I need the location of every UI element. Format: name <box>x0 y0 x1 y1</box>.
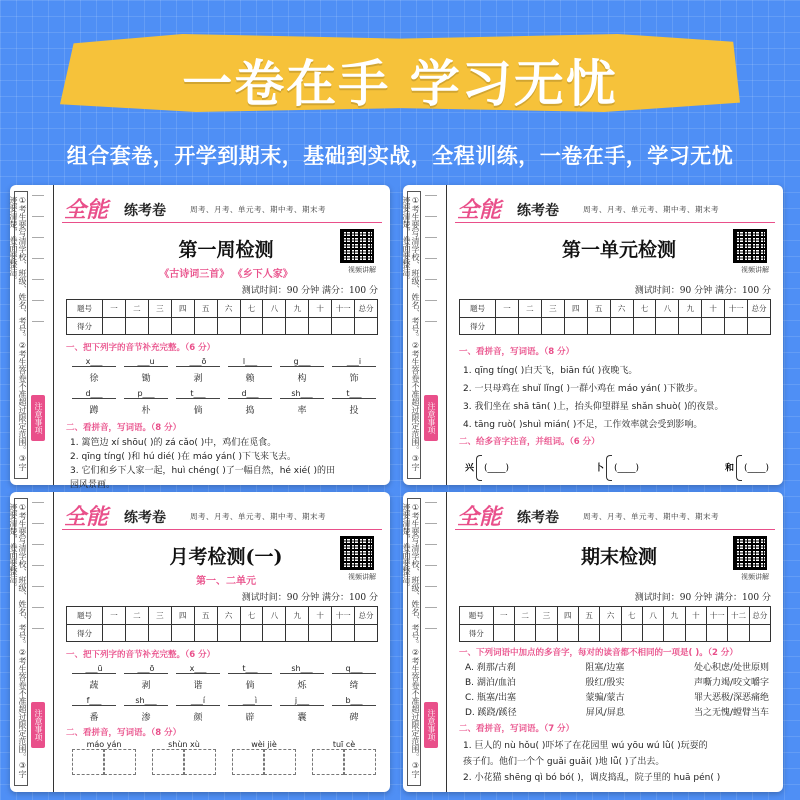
polyphone-row <box>465 455 769 481</box>
score-input[interactable] <box>308 625 331 642</box>
char: 辟 <box>245 713 255 723</box>
pinyin-blank[interactable]: sh___ <box>124 696 168 706</box>
score-input[interactable] <box>102 318 125 335</box>
qr-label: 视频讲解 <box>348 573 376 581</box>
score-col: 四 <box>557 607 578 624</box>
char-row <box>72 678 376 691</box>
char-row <box>72 710 376 723</box>
char-row <box>72 371 376 384</box>
char: 碑 <box>349 713 359 723</box>
score-input[interactable] <box>685 625 706 642</box>
option-text: 蒙骗/蒙古 <box>585 693 625 703</box>
score-table <box>459 606 771 642</box>
card-header <box>455 500 775 530</box>
score-input[interactable] <box>217 625 240 642</box>
score-col: 十 <box>701 300 724 317</box>
score-input[interactable] <box>171 318 194 335</box>
score-input[interactable] <box>633 318 656 335</box>
notice-strip: ①考生要写清学校、班级、姓名、考号。②考生答卷不准超过限定范围。③字迹要清楚，卷面要整洁。 <box>14 191 28 479</box>
card-header <box>62 193 382 223</box>
score-col: 八 <box>262 607 285 624</box>
pinyin-blank[interactable]: p___ <box>124 389 168 399</box>
score-input[interactable] <box>125 625 148 642</box>
char: 赖 <box>245 374 255 384</box>
char: 倘 <box>245 681 255 691</box>
section-heading: 二、看拼音，写词语。（7 分） <box>459 724 575 734</box>
pinyin-row <box>72 664 376 674</box>
tian-box[interactable] <box>152 749 184 775</box>
score-table <box>459 299 771 335</box>
writing-grid <box>152 740 216 775</box>
paper-time: 测试时间：90 分钟 满分：100 分 <box>634 286 771 296</box>
score-col: 二 <box>125 607 148 624</box>
score-col: 九 <box>663 607 684 624</box>
score-input[interactable] <box>642 625 663 642</box>
score-input[interactable] <box>541 318 564 335</box>
brand-suffix: 练考卷 <box>124 510 166 526</box>
pinyin-blank[interactable]: l___ <box>228 357 272 367</box>
score-input[interactable] <box>194 318 217 335</box>
option-text: 当之无愧/螳臂当车 <box>693 708 769 718</box>
exam-tags: 周考、月考、单元考、期中考、期末考 <box>190 512 326 521</box>
notice-strip: ①考生要写清学校、班级、姓名、考号。②考生答卷不准超过限定范围。③字迹要清楚，卷面要整洁。 <box>407 191 421 479</box>
char: 捣 <box>245 406 255 416</box>
brand-suffix: 练考卷 <box>517 510 559 526</box>
score-label: 得分 <box>470 322 486 331</box>
char: 番 <box>89 713 99 723</box>
score-col: 五 <box>194 300 217 317</box>
grid-pinyin: shùn xù <box>168 740 200 749</box>
brand-suffix: 练考卷 <box>517 203 559 219</box>
score-input[interactable] <box>495 318 518 335</box>
score-value-row <box>460 624 770 642</box>
grid-pinyin: wèi jiè <box>251 740 277 749</box>
option-row <box>465 660 769 673</box>
score-input[interactable] <box>262 318 285 335</box>
option-d[interactable]: D. 蹊跷/蹊径 <box>465 708 517 718</box>
exam-tags: 周考、月考、单元考、期中考、期末考 <box>583 512 719 521</box>
paper-time: 测试时间：90 分钟 满分：100 分 <box>241 593 378 603</box>
pinyin-blank[interactable]: j___ <box>280 696 324 706</box>
exam-card-week-1 <box>9 185 390 490</box>
char: 剥 <box>193 374 203 384</box>
section-heading: 一、把下列字的音节补充完整。（6 分） <box>66 343 216 353</box>
score-input[interactable] <box>621 625 642 642</box>
score-input[interactable] <box>701 318 724 335</box>
score-value-row <box>460 317 770 335</box>
score-col: 八 <box>642 607 663 624</box>
question-line: 2. qīng tíng( )和 hú dié( )在 máo yán( )下飞来飞去。 <box>70 452 296 462</box>
score-col: 七 <box>633 300 656 317</box>
score-col: 八 <box>262 300 285 317</box>
pinyin-blank[interactable]: ___ū <box>72 664 116 674</box>
score-col: 九 <box>285 607 308 624</box>
polyphone-char: 兴 <box>465 463 475 474</box>
writing-grid <box>232 740 296 775</box>
tian-box[interactable] <box>184 749 216 775</box>
brand-logo: 全能 <box>64 198 109 223</box>
score-col: 十二 <box>727 607 748 624</box>
score-input[interactable] <box>148 625 171 642</box>
score-input[interactable] <box>217 318 240 335</box>
char: 谐 <box>193 681 203 691</box>
tian-box[interactable] <box>72 749 104 775</box>
score-input[interactable] <box>678 318 701 335</box>
notice-strip: ①考生要写清学校、班级、姓名、考号。②考生答卷不准超过限定范围。③字迹要清楚，卷面要整洁。 <box>407 498 421 786</box>
char: 烁 <box>297 681 307 691</box>
paper-subtitle: 第一、二单元 <box>196 576 256 587</box>
score-input[interactable] <box>240 318 263 335</box>
score-label: 题号 <box>470 304 486 313</box>
pinyin-row <box>72 696 376 706</box>
pinyin-blank[interactable]: d___ <box>72 389 116 399</box>
banner-subtitle: 组合套卷，开学到期末，基础到实战，全程训练，一卷在手，学习无忧 <box>66 144 734 168</box>
exam-card-unit-1 <box>403 185 783 485</box>
score-col: 总分 <box>747 300 770 317</box>
card-sidebar <box>403 185 447 485</box>
score-col: 七 <box>621 607 642 624</box>
exam-tags: 周考、月考、单元考、期中考、期末考 <box>190 205 326 214</box>
score-col: 十 <box>308 300 331 317</box>
tian-box[interactable] <box>312 749 344 775</box>
score-table <box>66 606 378 642</box>
char: 剥 <box>141 681 151 691</box>
exam-card-monthly-1 <box>10 492 390 792</box>
writing-grid <box>72 740 136 775</box>
polyphone-char: 卜 <box>594 463 604 474</box>
pinyin-blank[interactable]: ___u <box>124 357 168 367</box>
score-input[interactable] <box>663 625 684 642</box>
question-line: 1. 巨人的 nù hǒu( )吓坏了在花园里 wú yōu wú lǜ( )玩耍的 <box>463 741 708 751</box>
option-row <box>465 705 769 718</box>
name-lines <box>425 502 437 692</box>
score-col: 七 <box>240 607 263 624</box>
option-row <box>465 690 769 703</box>
card-header <box>455 193 775 223</box>
score-input[interactable] <box>706 625 727 642</box>
option-text: 声嘶力竭/咬文嚼字 <box>693 678 769 688</box>
pinyin-blank[interactable]: b___ <box>332 696 376 706</box>
question-line: 4. tāng ruò( )shuì mián( )不足，工作效率就会受到影响。 <box>463 420 703 430</box>
section-heading: 一、看拼音，写词语。（8 分） <box>459 347 575 357</box>
score-col: 二 <box>514 607 535 624</box>
paper-title: 期末检测 <box>580 546 657 568</box>
option-text: 罪大恶极/深恶痛绝 <box>693 693 769 703</box>
score-input[interactable] <box>747 318 770 335</box>
score-label: 得分 <box>77 629 93 638</box>
option-c[interactable]: C. 瓶塞/出塞 <box>465 693 517 703</box>
card-sidebar <box>10 185 54 485</box>
score-col: 六 <box>217 300 240 317</box>
tian-box[interactable] <box>232 749 264 775</box>
paper-title: 月考检测(一) <box>169 546 283 568</box>
banner-title: 一卷在手 学习无忧 <box>182 55 618 113</box>
score-col: 六 <box>599 607 620 624</box>
paper-title: 第一周检测 <box>178 239 274 261</box>
score-col: 四 <box>171 300 194 317</box>
score-label: 题号 <box>468 611 484 620</box>
question-line: 3. 我们坐在 shā tān( )上，抬头仰望群星 shǎn shuò( )的夜景。 <box>463 402 724 412</box>
notice-strip: ①考生要写清学校、班级、姓名、考号。②考生答卷不准超过限定范围。③字迹要清楚，卷面要整洁。 <box>14 498 28 786</box>
char: 倘 <box>193 406 203 416</box>
char: 饰 <box>349 374 359 384</box>
score-col: 十一 <box>331 607 354 624</box>
pinyin-blank[interactable]: d___ <box>228 389 272 399</box>
score-input[interactable] <box>514 625 535 642</box>
notice-badge: 注意事项 <box>31 395 45 441</box>
score-col: 六 <box>217 607 240 624</box>
pinyin-blank[interactable]: sh___ <box>280 664 324 674</box>
char: 蔬 <box>89 681 99 691</box>
score-col: 三 <box>541 300 564 317</box>
score-input[interactable] <box>724 318 747 335</box>
pinyin-blank[interactable]: sh___ <box>280 389 324 399</box>
score-col: 总分 <box>354 607 377 624</box>
section-heading: 二、给多音字注音，并组词。（6 分） <box>459 437 600 447</box>
char: 朴 <box>141 406 151 416</box>
score-col: 四 <box>171 607 194 624</box>
score-input[interactable] <box>308 318 331 335</box>
qr-label: 视频讲解 <box>741 573 769 581</box>
score-input[interactable] <box>655 318 678 335</box>
score-input[interactable] <box>148 318 171 335</box>
char: 囊 <box>297 713 307 723</box>
score-input[interactable] <box>610 318 633 335</box>
char: 投 <box>349 406 359 416</box>
char: 锄 <box>141 374 151 384</box>
grid-pinyin: tuī cè <box>332 740 356 749</box>
score-col: 三 <box>535 607 556 624</box>
writing-grid-row <box>72 740 376 775</box>
question-line: 2. 小花猫 shēng qì bó bó( )，调皮捣乱，院子里的 huā pén( ) <box>463 773 721 783</box>
score-col: 总分 <box>354 300 377 317</box>
polyphone-item: 卜 (____) <box>595 455 639 481</box>
exam-tags: 周考、月考、单元考、期中考、期末考 <box>583 205 719 214</box>
score-input[interactable] <box>518 318 541 335</box>
pinyin-blank[interactable]: t___ <box>332 389 376 399</box>
paper-subtitle: 《古诗词三首》 《乡下人家》 <box>159 269 293 280</box>
score-input[interactable] <box>285 318 308 335</box>
brand-logo: 全能 <box>457 505 502 530</box>
score-col: 十一 <box>706 607 727 624</box>
tian-box[interactable] <box>264 749 296 775</box>
brand-logo: 全能 <box>64 505 109 530</box>
score-col: 六 <box>610 300 633 317</box>
tian-box[interactable] <box>344 749 376 775</box>
char: 颜 <box>193 713 203 723</box>
pinyin-blank[interactable]: t___ <box>176 389 220 399</box>
pinyin-blank[interactable]: g___ <box>280 357 324 367</box>
score-input[interactable] <box>535 625 556 642</box>
name-lines <box>425 195 437 385</box>
char-row <box>72 403 376 416</box>
writing-grid <box>312 740 376 775</box>
score-input[interactable] <box>262 625 285 642</box>
option-row <box>465 675 769 688</box>
pinyin-blank[interactable]: q___ <box>332 664 376 674</box>
question-line: 2. 一只母鸡在 shuǐ lǐng( )一群小鸡在 máo yán( )下散步。 <box>463 384 704 394</box>
score-col: 二 <box>518 300 541 317</box>
score-col: 总分 <box>749 607 770 624</box>
score-col: 五 <box>194 607 217 624</box>
score-input[interactable] <box>578 625 599 642</box>
score-col: 九 <box>678 300 701 317</box>
section-heading: 二、看拼音，写词语。（8 分） <box>66 423 182 433</box>
score-col: 十 <box>308 607 331 624</box>
score-value-row <box>67 317 377 335</box>
card-sidebar <box>403 492 447 792</box>
char: 蹲 <box>89 406 99 416</box>
score-col: 五 <box>578 607 599 624</box>
score-col: 十一 <box>724 300 747 317</box>
notice-badge: 注意事项 <box>31 702 45 748</box>
pinyin-blank[interactable]: ___i <box>332 357 376 367</box>
score-header-row <box>67 300 377 317</box>
score-value-row <box>67 624 377 642</box>
score-col: 十 <box>685 607 706 624</box>
score-input[interactable] <box>125 318 148 335</box>
option-b[interactable]: B. 湖泊/血泊 <box>465 678 516 688</box>
score-input[interactable] <box>331 318 354 335</box>
qr-label: 视频讲解 <box>348 266 376 274</box>
char: 率 <box>297 406 307 416</box>
pinyin-blank[interactable]: x___ <box>176 664 220 674</box>
card-sidebar <box>10 492 54 792</box>
score-col: 八 <box>655 300 678 317</box>
notice-badge: 注意事项 <box>424 702 438 748</box>
score-input[interactable] <box>354 625 377 642</box>
score-label: 得分 <box>77 322 93 331</box>
polyphone-item: 兴 (____) <box>465 455 509 481</box>
score-col: 三 <box>148 607 171 624</box>
pinyin-blank[interactable]: ___ō <box>124 664 168 674</box>
question-line: 3. 它们和乡下人家一起，huì chéng( )了一幅自然，hé xié( )的田 <box>70 466 336 476</box>
score-input[interactable] <box>493 625 514 642</box>
score-label: 题号 <box>77 304 93 313</box>
score-input[interactable] <box>749 625 770 642</box>
card-header <box>62 500 382 530</box>
score-header-row <box>460 607 770 624</box>
score-input[interactable] <box>564 318 587 335</box>
section-heading: 一、把下列字的音节补充完整。（6 分） <box>66 650 216 660</box>
qr-label: 视频讲解 <box>741 266 769 274</box>
score-col: 一 <box>493 607 514 624</box>
pinyin-blank[interactable]: x___ <box>72 357 116 367</box>
score-col: 二 <box>125 300 148 317</box>
score-col: 一 <box>102 300 125 317</box>
score-input[interactable] <box>599 625 620 642</box>
score-table <box>66 299 378 335</box>
score-col: 九 <box>285 300 308 317</box>
option-text: 处心积虑/处世原则 <box>693 663 769 673</box>
question-line: 园风景画。 <box>70 480 116 490</box>
score-header-row <box>67 607 377 624</box>
section-heading: 一、下列词语中加点的多音字，每对的读音都不相同的一项是( )。（2 分） <box>459 648 738 658</box>
pinyin-blank[interactable]: ___í <box>176 696 220 706</box>
score-input[interactable] <box>727 625 748 642</box>
pinyin-blank[interactable]: ___ō <box>176 357 220 367</box>
notice-badge: 注意事项 <box>424 395 438 441</box>
question-line: 1. 篱笆边 xí shōu( )的 zá cǎo( )中，鸡们在觅食。 <box>70 438 277 448</box>
option-text: 殷红/殷实 <box>585 678 625 688</box>
score-col: 三 <box>148 300 171 317</box>
polyphone-item: 和 (____) <box>725 455 769 481</box>
option-text: 阻塞/边塞 <box>585 663 625 673</box>
pinyin-row <box>72 389 376 399</box>
pinyin-row <box>72 357 376 367</box>
char: 绮 <box>349 681 359 691</box>
paper-title: 第一单元检测 <box>561 239 676 261</box>
score-input[interactable] <box>285 625 308 642</box>
question-line: 1. qīng tíng( )白天飞，biān fú( )夜晚飞。 <box>463 366 638 376</box>
section-heading: 二、看拼音，写词语。（8 分） <box>66 728 182 738</box>
name-lines <box>32 195 44 385</box>
exam-card-final <box>403 492 783 792</box>
paper-time: 测试时间：90 分钟 满分：100 分 <box>634 593 771 603</box>
score-input[interactable] <box>240 625 263 642</box>
score-input[interactable] <box>587 318 610 335</box>
brand-logo: 全能 <box>457 198 502 223</box>
score-label: 题号 <box>77 611 93 620</box>
score-col: 十一 <box>331 300 354 317</box>
score-col: 七 <box>240 300 263 317</box>
grid-pinyin: máo yán <box>86 740 122 749</box>
name-lines <box>32 502 44 692</box>
paper-time: 测试时间：90 分钟 满分：100 分 <box>241 286 378 296</box>
char: 徐 <box>89 374 99 384</box>
char: 构 <box>297 374 307 384</box>
question-line: 孩子们。他们一个个 guǎi guǎi( )地 lǚ( )了出去。 <box>463 757 665 767</box>
option-a[interactable]: A. 刹那/古刹 <box>465 663 516 673</box>
polyphone-char: 和 <box>724 463 734 474</box>
score-input[interactable] <box>102 625 125 642</box>
score-header-row <box>460 300 770 317</box>
char: 渗 <box>141 713 151 723</box>
score-col: 四 <box>564 300 587 317</box>
score-col: 五 <box>587 300 610 317</box>
score-input[interactable] <box>194 625 217 642</box>
score-input[interactable] <box>331 625 354 642</box>
option-text: 屏风/屏息 <box>585 708 625 718</box>
pinyin-blank[interactable]: ___ì <box>228 696 272 706</box>
score-col: 一 <box>495 300 518 317</box>
brand-suffix: 练考卷 <box>124 203 166 219</box>
score-label: 得分 <box>468 629 484 638</box>
tian-box[interactable] <box>104 749 136 775</box>
score-input[interactable] <box>557 625 578 642</box>
score-input[interactable] <box>354 318 377 335</box>
score-col: 一 <box>102 607 125 624</box>
score-input[interactable] <box>171 625 194 642</box>
pinyin-blank[interactable]: f___ <box>72 696 116 706</box>
pinyin-blank[interactable]: t___ <box>228 664 272 674</box>
